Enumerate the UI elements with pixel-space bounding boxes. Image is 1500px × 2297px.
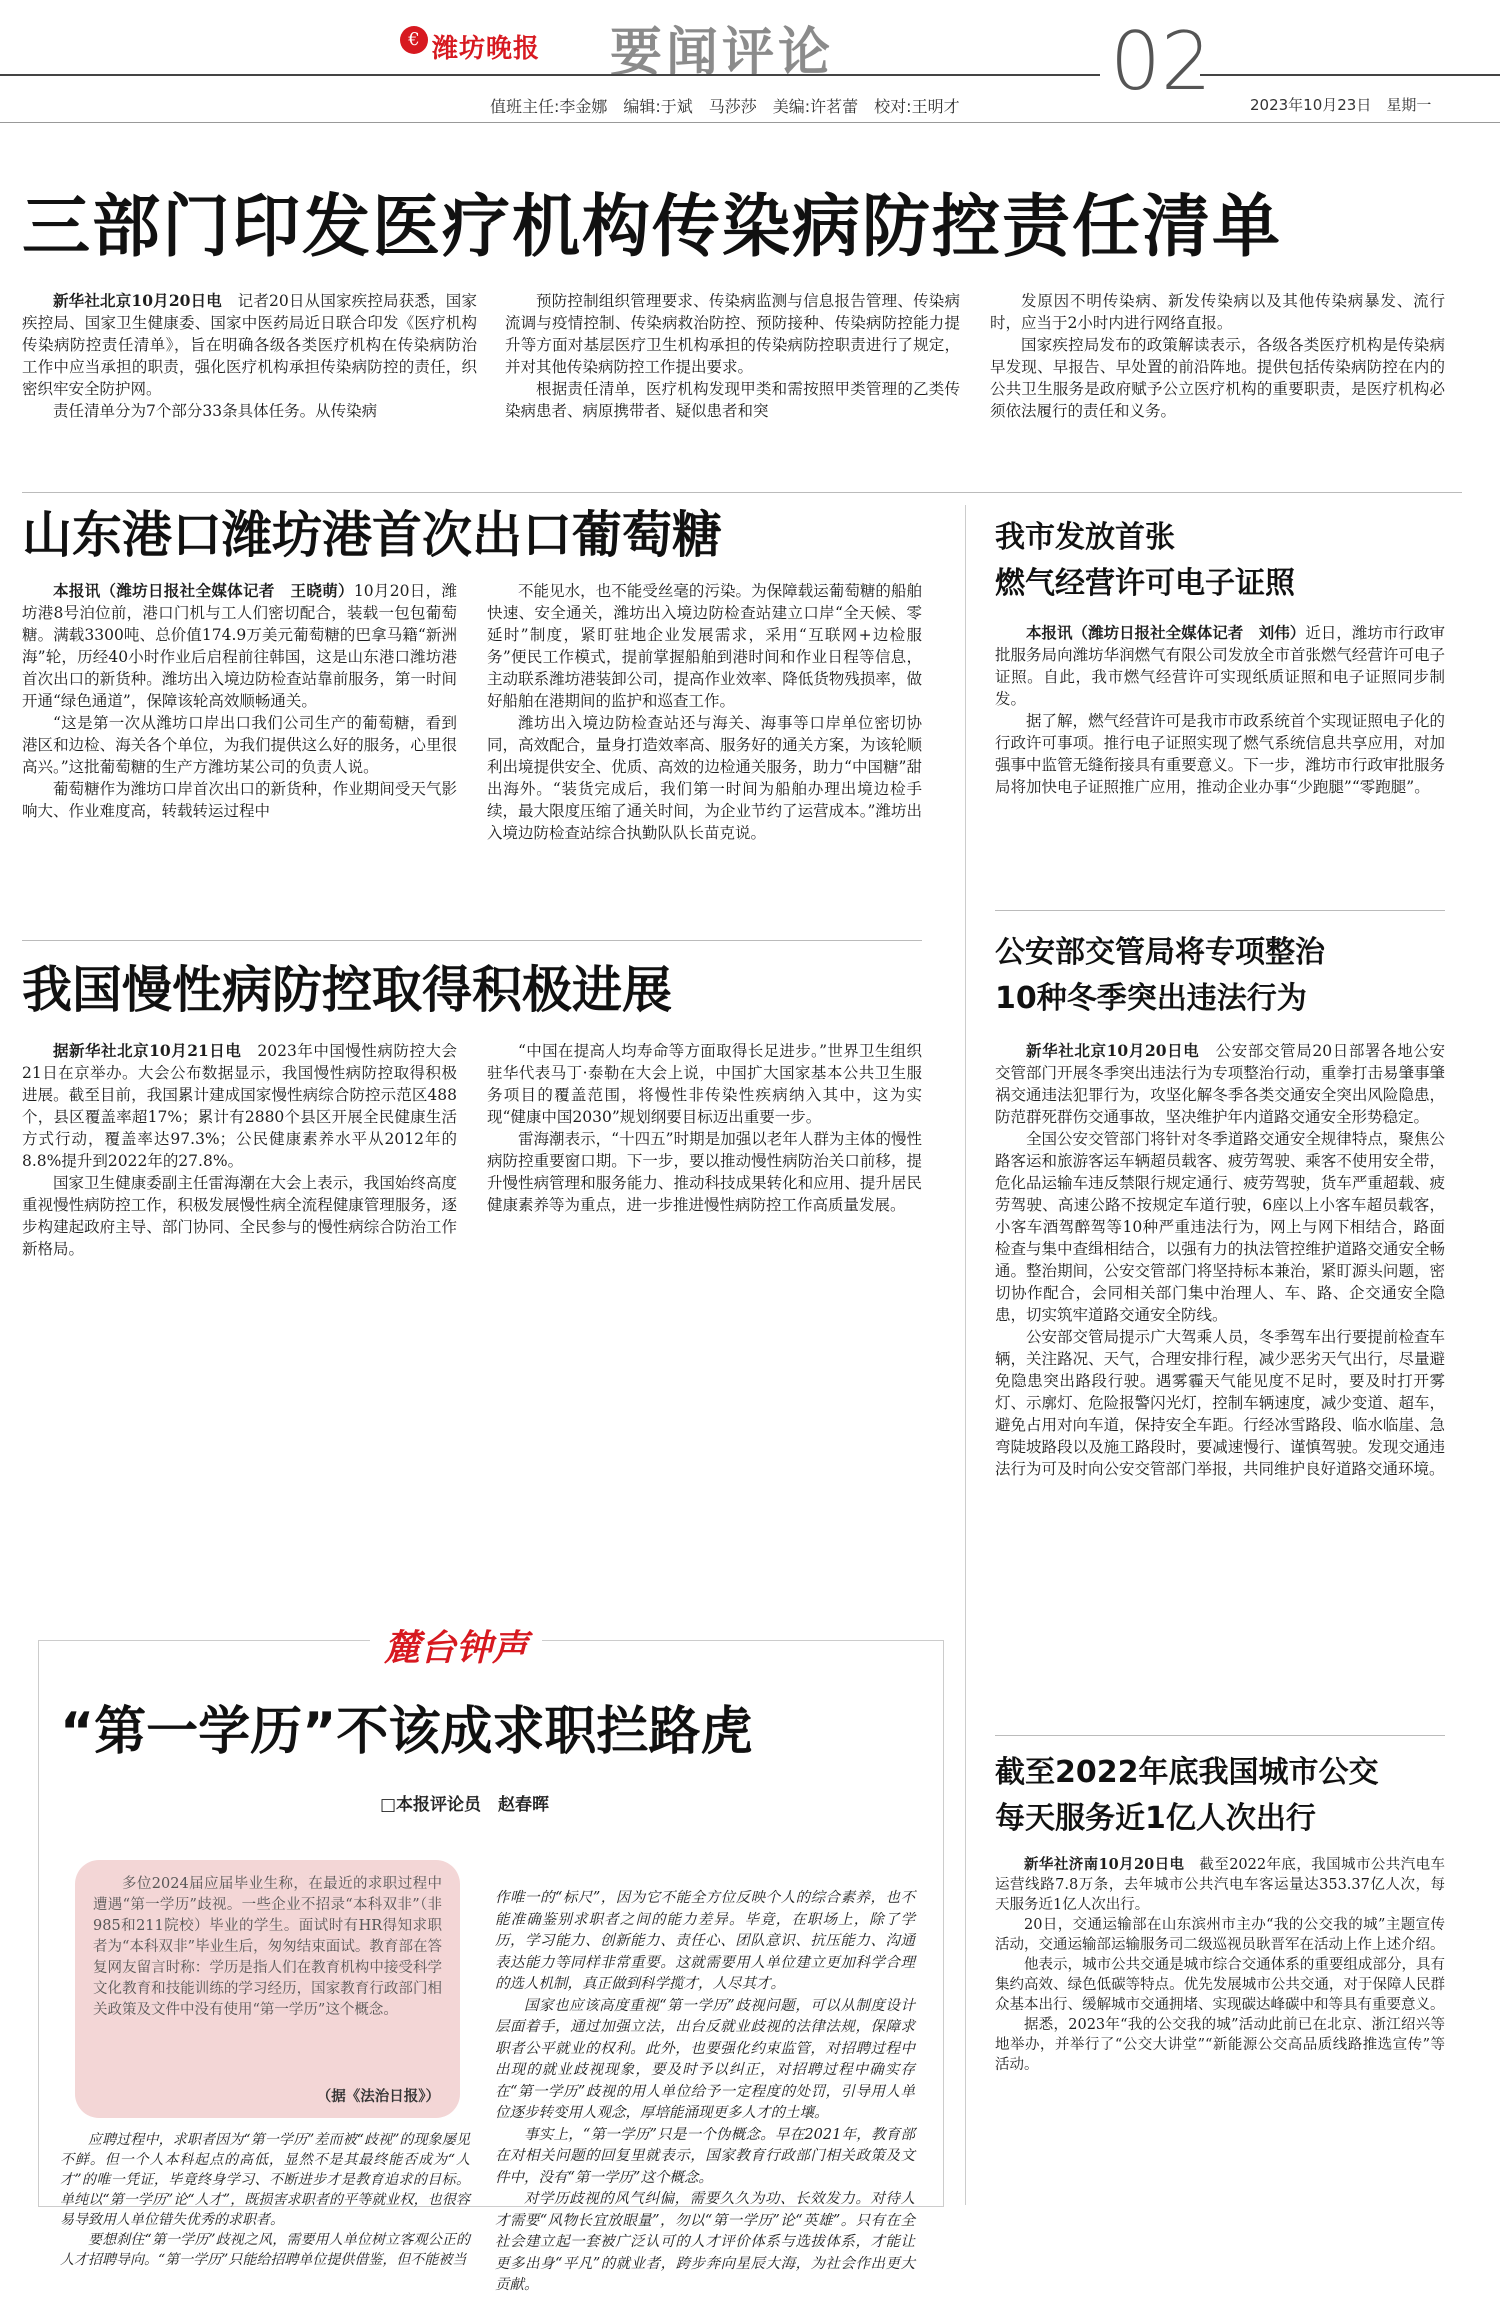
lead-paragraph: 记者20日从国家疾控局获悉，国家疾控局、国家卫生健康委、国家中医药局近日联合印发《医疗机构传染病防控责任清单》，旨在明确各级各类医疗机构在传染病防治工作中应当承担的职责，强化医疗机构承担传染病防控的责任，织密织牢安全防护网。 bbox=[22, 292, 477, 398]
port-col-2 bbox=[487, 580, 922, 844]
chronic-paragraph: 2023年中国慢性病防控大会21日在京举办。大会公布数据显示，我国慢性病防控取得积极进展。截至目前，我国累计建成国家慢性病综合防控示范区488个，县区覆盖率超17%；累计有2880个县区开展全民健康生活方式行动，覆盖率达97.3%；公民健康素养水平从2012年的8.8%提升到2022年的27.8%。 bbox=[22, 1042, 457, 1170]
gas-headline bbox=[995, 515, 1295, 607]
gas-byline: 本报讯（潍坊日报社全媒体记者 刘伟） bbox=[1026, 623, 1306, 642]
commentary-byline: □本报评论员 赵春晖 bbox=[380, 1795, 550, 1815]
divider bbox=[22, 492, 1462, 493]
port-paragraph: 不能见水，也不能受丝毫的污染。为保障载运葡萄糖的船舶快速、安全通关，潍坊出入境边防检查站建立口岸“全天候、零延时”制度，紧盯驻地企业发展需求，采用“互联网+边检服务”便民工作模式，提前掌握船舶到港时间和作业日程等信息，主动联系潍坊港装卸公司，提高作业效率、降低货物残损率，做好船舶在港期间的监护和巡查工作。 bbox=[487, 582, 922, 710]
commentary-paragraph: 事实上，“第一学历”只是一个伪概念。早在2021年，教育部在对相关问题的回复里就表示，国家教育行政部门相关政策及文件中，没有“第一学历”这个概念。 bbox=[495, 2126, 915, 2186]
lead-paragraph: 预防控制组织管理要求、传染病监测与信息报告管理、传染病流调与疫情控制、传染病救治防控、预防接种、传染病防控能力提升等方面对基层医疗卫生机构承担的传染病防控职责进行了规定，并对其他传染病防控工作提出要求。 bbox=[505, 292, 960, 376]
lead-col-3 bbox=[990, 290, 1445, 422]
header-divider bbox=[0, 122, 1500, 123]
traffic-body bbox=[995, 1040, 1445, 1480]
gas-paragraph: 近日，潍坊市行政审批服务局向潍坊华润燃气有限公司发放全市首张燃气经营许可电子证照。自此，我市燃气经营许可实现纸质证照和电子证照同步制发。 bbox=[995, 624, 1445, 708]
commentary-paragraph: 对学历歧视的风气纠偏，需要久久为功、长效发力。对待人才需要“风物长宜放眼量”，勿以“第一学历”论“英雄”。只有在全社会建立起一套被广泛认可的人才评价体系与选拔体系，才能让更多出身“平凡”的就业者，跨步奔向星辰大海，为社会作出更大贡献。 bbox=[495, 2191, 915, 2293]
divider bbox=[995, 910, 1445, 911]
bus-body bbox=[995, 1855, 1445, 2075]
masthead-rule bbox=[0, 74, 1100, 76]
traffic-headline bbox=[995, 930, 1325, 1022]
gas-body bbox=[995, 622, 1445, 798]
editors-line: 值班主任:李金娜 编辑:于斌 马莎莎 美编:许茗蕾 校对:王明才 bbox=[490, 97, 960, 116]
column-divider bbox=[965, 505, 966, 2205]
divider bbox=[22, 940, 922, 941]
gas-headline-line: 我市发放首张 bbox=[995, 520, 1175, 555]
lead-col-2 bbox=[505, 290, 960, 422]
chronic-paragraph: 国家卫生健康委副主任雷海潮在大会上表示，我国始终高度重视慢性病防控工作，积极发展慢性病全流程健康管理服务，逐步构建起政府主导、部门协同、全民参与的慢性病综合防治工作新格局。 bbox=[22, 1174, 457, 1258]
issue-date: 2023年10月23日 星期一 bbox=[1250, 96, 1432, 114]
divider bbox=[995, 1735, 1445, 1736]
commentary-paragraph: 应聘过程中，求职者因为“第一学历”差而被“歧视”的现象屡见不鲜。但一个人本科起点的高低，显然不是其最终能否成为“人才”的唯一凭证，毕竟终身学习、不断进步才是教育追求的目标。单纯以“第一学历”论“人才”，既损害求职者的平等就业权，也很容易导致用人单位错失优秀的求职者。 bbox=[60, 2132, 470, 2228]
lead-headline: 三部门印发医疗机构传染病防控责任清单 bbox=[22, 188, 1283, 267]
traffic-paragraph: 公安部交管局提示广大驾乘人员，冬季驾车出行要提前检查车辆，关注路况、天气，合理安排行程，减少恶劣天气出行，尽量避免隐患突出路段行驶。遇雾霾天气能见度不足时，要及时打开雾灯、示廓灯、危险报警闪光灯，控制车辆速度，减少变道、超车，避免占用对向车道，保持安全车距。行经冰雪路段、临水临崖、急弯陡坡路段以及施工路段时，要减速慢行、谨慎驾驶。发现交通违法行为可及时向公安交管部门举报，共同维护良好道路交通环境。 bbox=[995, 1328, 1445, 1478]
port-paragraph: 葡萄糖作为潍坊口岸首次出口的新货种，作业期间受天气影响大、作业难度高，转载转运过程中 bbox=[22, 780, 457, 820]
port-paragraph: “这是第一次从潍坊口岸出口我们公司生产的葡萄糖，看到港区和边检、海关各个单位，为我们提供这么好的服务，心里很高兴。”这批葡萄糖的生产方潍坊某公司的负责人说。 bbox=[22, 714, 457, 776]
lead-dateline: 新华社北京10月20日电 bbox=[53, 291, 222, 310]
bus-headline-line: 每天服务近1亿人次出行 bbox=[995, 1801, 1316, 1836]
lead-paragraph: 发原因不明传染病、新发传染病以及其他传染病暴发、流行时，应当于2小时内进行网络直报。 bbox=[990, 292, 1445, 332]
port-byline: 本报讯（潍坊日报社全媒体记者 王晓萌） bbox=[53, 581, 354, 600]
commentary-paragraph: 作唯一的“标尺”，因为它不能全方位反映个人的综合素养，也不能准确鉴别求职者之间的能力差异。毕竟，在职场上，除了学历，学习能力、创新能力、责任心、团队意识、抗压能力、沟通表达能力等同样非常重要。这就需要用人单位建立更加科学合理的选人机制，真正做到科学揽才，人尽其才。 bbox=[495, 1890, 915, 1992]
masthead bbox=[400, 10, 940, 83]
bus-paragraph: 截至2022年底，我国城市公共汽电车运营线路7.8万条，去年城市公共汽电车客运量达353.37亿人次，每天服务近1亿人次出行。 bbox=[995, 1857, 1446, 1913]
traffic-paragraph: 公安部交管局20日部署各地公安交管部门开展冬季突出违法行为专项整治行动，重拳打击易肇事肇祸交通违法犯罪行为，攻坚化解冬季各类交通安全突出风险隐患，防范群死群伤交通事故，坚决维护年内道路交通安全形势稳定。 bbox=[995, 1042, 1445, 1126]
chronic-paragraph: “中国在提高人均寿命等方面取得长足进步。”世界卫生组织驻华代表马丁·泰勒在大会上说，中国扩大国家基本公共卫生服务项目的覆盖范围，将慢性非传染性疾病纳入其中，这为实现“健康中国2030”规划纲要目标迈出重要一步。 bbox=[487, 1042, 922, 1126]
chronic-paragraph: 雷海潮表示，“十四五”时期是加强以老年人群为主体的慢性病防控重要窗口期。下一步，要以推动慢性病防治关口前移，提升慢性病管理和服务能力、推动科技成果转化和应用、提升居民健康素养等为重点，进一步推进慢性病防控工作高质量发展。 bbox=[487, 1130, 922, 1214]
brand-name: 潍坊晚报 bbox=[432, 34, 541, 64]
commentary-headline: “第一学历”不该成求职拦路虎 bbox=[60, 1702, 753, 1762]
bus-paragraph: 据悉，2023年“我的公交我的城”活动此前已在北京、浙江绍兴等地举办，并举行了“公交大讲堂”“新能源公交高品质线路推选宣传”等活动。 bbox=[995, 2017, 1445, 2073]
gas-headline-line: 燃气经营许可电子证照 bbox=[995, 566, 1295, 601]
lead-paragraph: 根据责任清单，医疗机构发现甲类和需按照甲类管理的乙类传染病患者、病原携带者、疑似患者和突 bbox=[505, 380, 960, 420]
commentary-paragraph: 国家也应该高度重视“第一学历”歧视问题，可以从制度设计层面着手，通过加强立法，出台反就业歧视的法律法规，保障求职者公平就业的权利。此外，也要强化约束监管，对招聘过程中出现的就业歧视现象，要及时予以纠正，对招聘过程中确实存在“第一学历”歧视的用人单位给予一定程度的处罚，引导用人单位逐步转变用人观念，厚培能涌现更多人才的土壤。 bbox=[495, 1997, 915, 2121]
bus-headline bbox=[995, 1750, 1379, 1842]
commentary-col-2 bbox=[495, 1888, 915, 2297]
bus-paragraph: 20日，交通运输部在山东滨州市主办“我的公交我的城”主题宣传活动，交通运输部运输服务司二级巡视员耿晋军在活动上作上述介绍。 bbox=[995, 1917, 1445, 1953]
bus-paragraph: 他表示，城市公共交通是城市综合交通体系的重要组成部分，具有集约高效、绿色低碳等特点。优先发展城市公共交通，对于保障人民群众基本出行、缓解城市交通拥堵、实现碳达峰碳中和等具有重要意义。 bbox=[995, 1957, 1445, 2013]
quote-box bbox=[75, 1860, 460, 2118]
lead-col-1 bbox=[22, 290, 477, 422]
port-headline: 山东港口潍坊港首次出口葡萄糖 bbox=[22, 506, 722, 564]
commentary-col-1 bbox=[60, 2130, 470, 2270]
bus-dateline: 新华社济南10月20日电 bbox=[1024, 1856, 1185, 1873]
port-col-1 bbox=[22, 580, 457, 822]
traffic-headline-line: 10种冬季突出违法行为 bbox=[995, 981, 1307, 1016]
page-number: 02 bbox=[1110, 15, 1212, 108]
gas-paragraph: 据了解，燃气经营许可是我市市政系统首个实现证照电子化的行政许可事项。推行电子证照实现了燃气系统信息共享应用，对加强事中监管无缝衔接具有重要意义。下一步，潍坊市行政审批服务局将加快电子证照推广应用，推动企业办事“少跑腿”“零跑腿”。 bbox=[995, 712, 1445, 796]
masthead-rule-right bbox=[1200, 74, 1500, 76]
column-name: 麓台钟声 bbox=[370, 1620, 542, 1671]
bus-headline-line: 截至2022年底我国城市公交 bbox=[995, 1755, 1379, 1790]
traffic-paragraph: 全国公安交管部门将针对冬季道路交通安全规律特点，聚焦公路客运和旅游客运车辆超员载客、疲劳驾驶、乘客不使用安全带，危化品运输车违反禁限行规定通行、疲劳驾驶，货车严重超载、疲劳驾驶、高速公路不按规定车道行驶，6座以上小客车超员载客，小客车酒驾醉驾等10种严重违法行为，网上与网下相结合，路面检查与集中查缉相结合，以强有力的执法管控维护道路交通安全畅通。整治期间，公安交管部门将坚持标本兼治，紧盯源头问题，密切协作配合，会同相关部门集中治理人、车、路、企交通安全隐患，切实筑牢道路交通安全防线。 bbox=[995, 1130, 1445, 1324]
commentary-paragraph: 要想刹住“第一学历”歧视之风，需要用人单位树立客观公正的人才招聘导向。“第一学历”只能给招聘单位提供借鉴，但不能被当 bbox=[60, 2232, 470, 2268]
quote-text: 多位2024届应届毕业生称，在最近的求职过程中遭遇“第一学历”歧视。一些企业不招录“本科双非”（非985和211院校）毕业的学生。面试时有HR得知求职者为“本科双非”毕业生后，匆匆结束面试。教育部在答复网友留言时称：学历是指人们在教育机构中接受科学文化教育和技能训练的学习经历，国家教育行政部门相关政策及文件中没有使用“第一学历”这个概念。 bbox=[93, 1876, 442, 2018]
lead-paragraph: 责任清单分为7个部分33条具体任务。从传染病 bbox=[53, 402, 378, 420]
quote-source: （据《法治日报》） bbox=[316, 2088, 440, 2105]
chronic-col-1 bbox=[22, 1040, 457, 1260]
logo-icon: € bbox=[400, 26, 428, 54]
traffic-dateline: 新华社北京10月20日电 bbox=[1026, 1041, 1200, 1060]
chronic-col-2 bbox=[487, 1040, 922, 1216]
port-paragraph: 10月20日，潍坊港8号泊位前，港口门机与工人们密切配合，装载一包包葡萄糖。满载3300吨、总价值174.9万美元葡萄糖的巴拿马籍“新洲海”轮，历经40小时作业后启程前往韩国，这是山东港口潍坊港首次出口的新货种。潍坊出入境边防检查站靠前服务，第一时间开通“绿色通道”，保障该轮高效顺畅通关。 bbox=[22, 582, 457, 710]
port-paragraph: 潍坊出入境边防检查站还与海关、海事等口岸单位密切协同，高效配合，量身打造效率高、服务好的通关方案，为该轮顺利出境提供安全、优质、高效的边检通关服务，助力“中国糖”甜出海外。“装货完成后，我们第一时间为船舶办理出境边检手续，最大限度压缩了通关时间，为企业节约了运营成本。”潍坊出入境边防检查站综合执勤队队长苗克说。 bbox=[487, 714, 922, 842]
lead-paragraph: 国家疾控局发布的政策解读表示，各级各类医疗机构是传染病早发现、早报告、早处置的前沿阵地。提供包括传染病防控在内的公共卫生服务是政府赋予公立医疗机构的重要职责，是医疗机构必须依法履行的责任和义务。 bbox=[990, 336, 1445, 420]
traffic-headline-line: 公安部交管局将专项整治 bbox=[995, 935, 1325, 970]
chronic-headline: 我国慢性病防控取得积极进展 bbox=[22, 961, 672, 1019]
chronic-dateline: 据新华社北京10月21日电 bbox=[53, 1041, 242, 1060]
section-title: 要闻评论 bbox=[610, 22, 835, 83]
